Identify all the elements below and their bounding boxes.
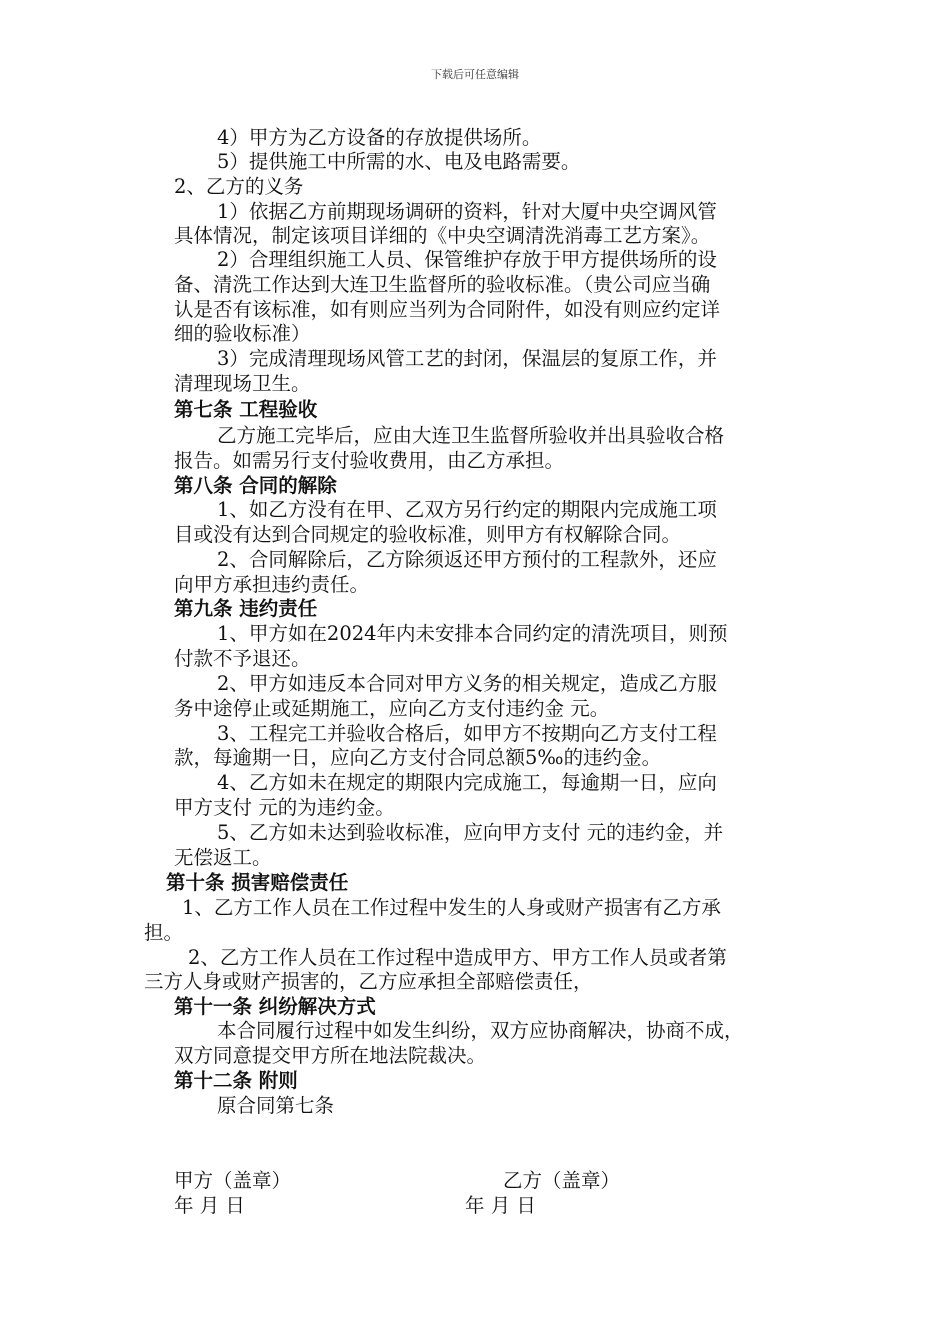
text-line: 备、清洗工作达到大连卫生监督所的验收标准。（贵公司应当确 [174, 273, 711, 296]
text-line: 担。 [144, 921, 184, 944]
text-line: 2、乙方的义务 [174, 175, 304, 198]
text-line: 2）合理组织施工人员、保管维护存放于甲方提供场所的设 [217, 248, 717, 271]
text-line: 5、乙方如未达到验收标准，应向甲方支付 元的违约金，并 [217, 821, 724, 844]
text-line: 4）甲方为乙方设备的存放提供场所。 [217, 126, 542, 149]
text-line: 目或没有达到合同规定的验收标准，则甲方有权解除合同。 [174, 523, 682, 546]
text-line: 1、乙方工作人员在工作过程中发生的人身或财产损害有乙方承 [182, 896, 721, 919]
text-line: 乙方（盖章） [503, 1169, 621, 1192]
text-line: 清理现场卫生。 [174, 372, 311, 395]
text-line: 1、甲方如在2024年内未安排本合同约定的清洗项目，则预 [217, 622, 728, 645]
section-heading: 第七条 工程验收 [174, 398, 318, 421]
text-line: 付款不予退还。 [174, 647, 311, 670]
text-line: 甲方支付 元的为违约金。 [174, 796, 395, 819]
text-line: 2、甲方如违反本合同对甲方义务的相关规定，造成乙方服 [217, 672, 717, 695]
text-line: 乙方施工完毕后，应由大连卫生监督所验收并出具验收合格 [217, 424, 725, 447]
text-line: 甲方（盖章） [174, 1169, 292, 1192]
text-line: 本合同履行过程中如发生纠纷，双方应协商解决，协商不成， [217, 1019, 744, 1042]
section-heading: 第十一条 纠纷解决方式 [174, 995, 376, 1018]
section-heading: 第十二条 附则 [174, 1069, 298, 1092]
text-line: 2、合同解除后，乙方除须返还甲方预付的工程款外，还应 [217, 548, 717, 571]
text-line: 3、工程完工并验收合格后，如甲方不按期向乙方支付工程 [217, 722, 717, 745]
text-line: 报告。如需另行支付验收费用，由乙方承担。 [174, 449, 565, 472]
text-line: 1）依据乙方前期现场调研的资料，针对大厦中央空调风管 [217, 200, 717, 223]
text-line: 三方人身或财产损害的，乙方应承担全部赔偿责任， [144, 970, 593, 993]
section-heading: 第十条 损害赔偿责任 [166, 871, 349, 894]
text-line: 务中途停止或延期施工，应向乙方支付违约金 元。 [174, 697, 610, 720]
text-line: 年 月 日 [174, 1194, 245, 1217]
text-line: 无偿返工。 [174, 846, 272, 869]
text-line: 年 月 日 [465, 1194, 536, 1217]
text-line: 4、乙方如未在规定的期限内完成施工，每逾期一日，应向 [217, 771, 717, 794]
text-line: 双方同意提交甲方所在地法院裁决。 [174, 1044, 487, 1067]
text-line: 细的验收标准） [174, 322, 311, 345]
text-line: 向甲方承担违约责任。 [174, 573, 370, 596]
section-heading: 第九条 违约责任 [174, 597, 318, 620]
text-line: 1、如乙方没有在甲、乙双方另行约定的期限内完成施工项 [217, 498, 717, 521]
text-line: 5）提供施工中所需的水、电及电路需要。 [217, 150, 581, 173]
text-line: 款，每逾期一日，应向乙方支付合同总额5‰的违约金。 [174, 746, 662, 769]
page-header: 下载后可任意编辑 [431, 68, 519, 81]
text-line: 2、乙方工作人员在工作过程中造成甲方、甲方工作人员或者第 [188, 946, 727, 969]
text-line: 认是否有该标准，如有则应当列为合同附件，如没有则应约定详 [174, 298, 721, 321]
text-line: 原合同第七条 [217, 1094, 335, 1117]
text-line: 3）完成清理现场风管工艺的封闭，保温层的复原工作，并 [217, 347, 717, 370]
section-heading: 第八条 合同的解除 [174, 474, 337, 497]
text-line: 具体情况，制定该项目详细的《中央空调清洗消毒工艺方案》。 [174, 224, 711, 247]
